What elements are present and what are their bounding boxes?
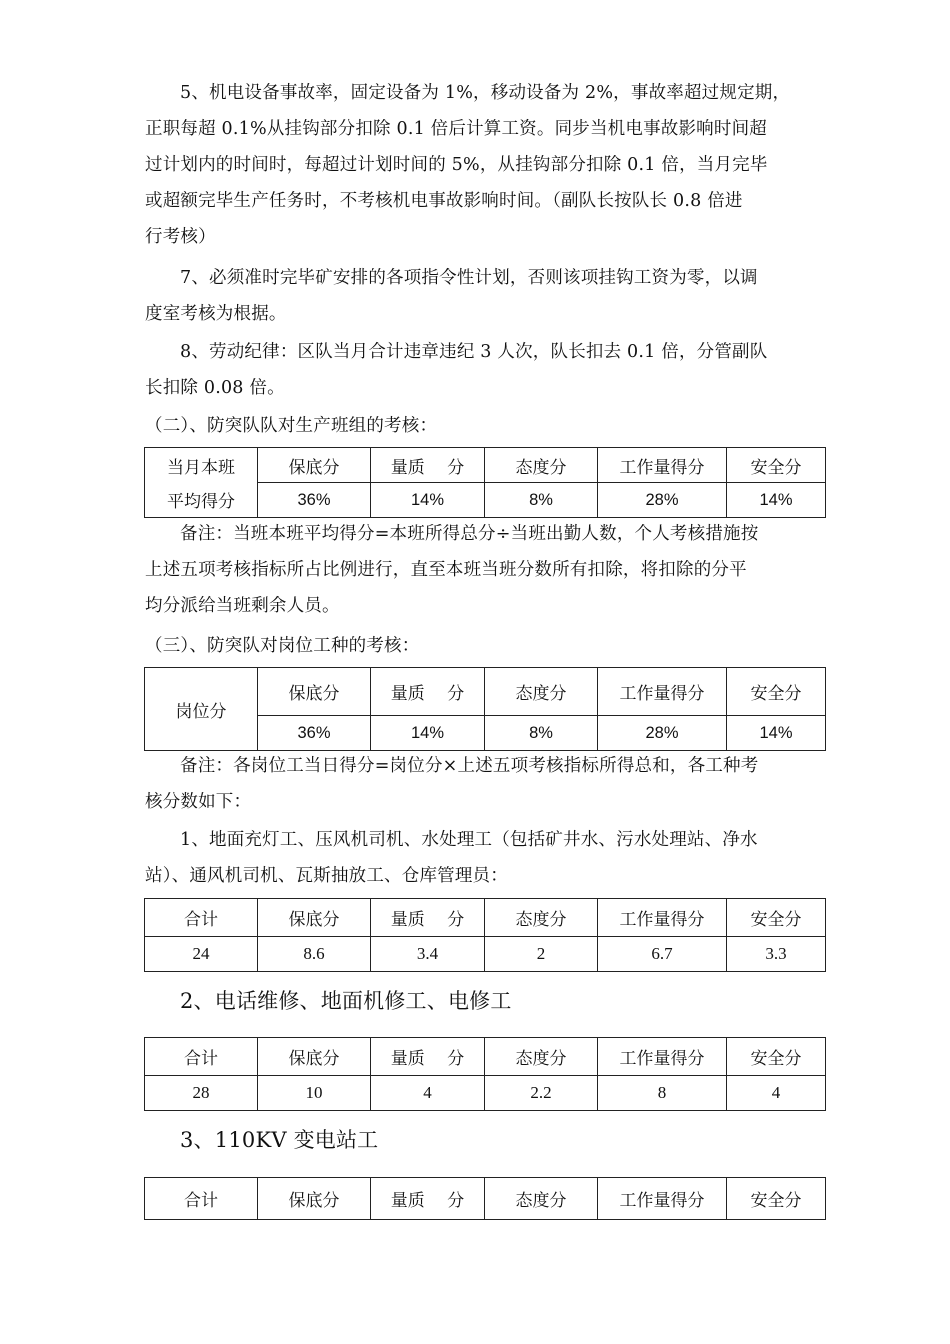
- value-cell: 28: [145, 1076, 258, 1111]
- item-3-score-table: [144, 1177, 826, 1220]
- heading-text: （三）、防突队对岗位工种的考核：: [145, 636, 420, 656]
- text-line: 8、劳动纪律：区队当月合计违章违纪 3 人次，队长扣去 0.1 倍，分管副队: [180, 342, 768, 362]
- header-cell: 保底分: [258, 1038, 371, 1076]
- header-cell: 态度分: [485, 899, 598, 937]
- header-cell: 安全分: [727, 668, 826, 716]
- text-line: 上述五项考核指标所占比例进行，直至本班当班分数所有扣除，将扣除的分平: [145, 560, 747, 580]
- text-line: 站）、通风机司机、瓦斯抽放工、仓库管理员：: [145, 866, 508, 886]
- value-cell: 8: [598, 1076, 727, 1111]
- row-label: 岗位分: [145, 668, 258, 751]
- header-cell: 量质 分: [371, 1038, 485, 1076]
- text-line: 或超额完毕生产任务时，不考核机电事故影响时间。（副队长按队长 0.8 倍进: [145, 191, 743, 211]
- header-cell: 安全分: [727, 1178, 826, 1220]
- item-2-title: [145, 982, 815, 1020]
- text-line: 2、电话维修、地面机修工、电修工: [180, 989, 512, 1013]
- header-cell: 合计: [145, 1038, 258, 1076]
- text-line: 3、110KV 变电站工: [180, 1128, 379, 1152]
- header-cell: 保底分: [258, 448, 371, 483]
- value-cell: 4: [727, 1076, 826, 1111]
- header-cell: 工作量得分: [598, 1038, 727, 1076]
- header-cell: 合计: [145, 899, 258, 937]
- value-cell: 8%: [485, 483, 598, 518]
- section-2-note: [145, 516, 815, 624]
- text-line: 7、必须准时完毕矿安排的各项指令性计划，否则该项挂钩工资为零，以调: [180, 268, 758, 288]
- row-label-bottom: 平均得分: [145, 483, 258, 518]
- value-cell: 14%: [727, 716, 826, 751]
- text-line: 备注：各岗位工当日得分=岗位分×上述五项考核指标所得总和，各工种考: [180, 756, 759, 776]
- text-line: 度室考核为根据。: [145, 304, 287, 324]
- header-cell: 合计: [145, 1178, 258, 1220]
- header-cell: 量质 分: [371, 448, 485, 483]
- value-cell: 14%: [371, 483, 485, 518]
- header-cell: 态度分: [485, 1178, 598, 1220]
- value-cell: 28%: [598, 483, 727, 518]
- value-cell: 8%: [485, 716, 598, 751]
- value-cell: 36%: [258, 483, 371, 518]
- post-assessment-table: [144, 667, 826, 751]
- value-cell: 3.4: [371, 937, 485, 972]
- text-line: 均分派给当班剩余人员。: [145, 596, 340, 616]
- value-cell: 14%: [727, 483, 826, 518]
- item-2-score-table: [144, 1037, 826, 1111]
- item-1-text: [145, 822, 815, 894]
- text-line: 正职每超 0.1%从挂钩部分扣除 0.1 倍后计算工资。同步当机电事故影响时间超: [145, 119, 767, 139]
- item-3-title: [145, 1121, 815, 1159]
- header-cell: 保底分: [258, 899, 371, 937]
- section-3-note: [145, 748, 815, 820]
- value-cell: 28%: [598, 716, 727, 751]
- value-cell: 36%: [258, 716, 371, 751]
- section-3-heading: [145, 628, 815, 664]
- header-cell: 安全分: [727, 899, 826, 937]
- paragraph-5: [145, 75, 815, 255]
- header-cell: 量质 分: [371, 899, 485, 937]
- value-cell: 6.7: [598, 937, 727, 972]
- text-line: 长扣除 0.08 倍。: [145, 378, 285, 398]
- section-2-heading: [145, 408, 815, 444]
- header-cell: 保底分: [258, 668, 371, 716]
- value-cell: 10: [258, 1076, 371, 1111]
- crew-assessment-table: [144, 447, 826, 518]
- value-cell: 2.2: [485, 1076, 598, 1111]
- paragraph-8: [145, 334, 815, 406]
- text-line: 行考核）: [145, 227, 216, 247]
- header-cell: 量质 分: [371, 668, 485, 716]
- value-cell: 24: [145, 937, 258, 972]
- heading-text: （二）、防突队队对生产班组的考核：: [145, 416, 438, 436]
- item-1-score-table: [144, 898, 826, 972]
- header-cell: 安全分: [727, 448, 826, 483]
- text-line: 5、机电设备事故率，固定设备为 1%，移动设备为 2%，事故率超过规定期，: [180, 83, 791, 103]
- header-cell: 工作量得分: [598, 668, 727, 716]
- header-cell: 保底分: [258, 1178, 371, 1220]
- header-cell: 安全分: [727, 1038, 826, 1076]
- paragraph-7: [145, 260, 815, 332]
- header-cell: 态度分: [485, 448, 598, 483]
- text-line: 备注：当班本班平均得分=本班所得总分÷当班出勤人数，个人考核措施按: [180, 524, 759, 544]
- text-line: 核分数如下：: [145, 792, 252, 812]
- header-cell: 工作量得分: [598, 899, 727, 937]
- value-cell: 4: [371, 1076, 485, 1111]
- header-cell: 量质 分: [371, 1178, 485, 1220]
- value-cell: 2: [485, 937, 598, 972]
- value-cell: 3.3: [727, 937, 826, 972]
- text-line: 1、地面充灯工、压风机司机、水处理工（包括矿井水、污水处理站、净水: [180, 830, 758, 850]
- header-cell: 工作量得分: [598, 1178, 727, 1220]
- header-cell: 态度分: [485, 1038, 598, 1076]
- text-line: 过计划内的时间时，每超过计划时间的 5%，从挂钩部分扣除 0.1 倍，当月完毕: [145, 155, 768, 175]
- header-cell: 工作量得分: [598, 448, 727, 483]
- row-label-top: 当月本班: [145, 448, 258, 483]
- value-cell: 8.6: [258, 937, 371, 972]
- value-cell: 14%: [371, 716, 485, 751]
- header-cell: 态度分: [485, 668, 598, 716]
